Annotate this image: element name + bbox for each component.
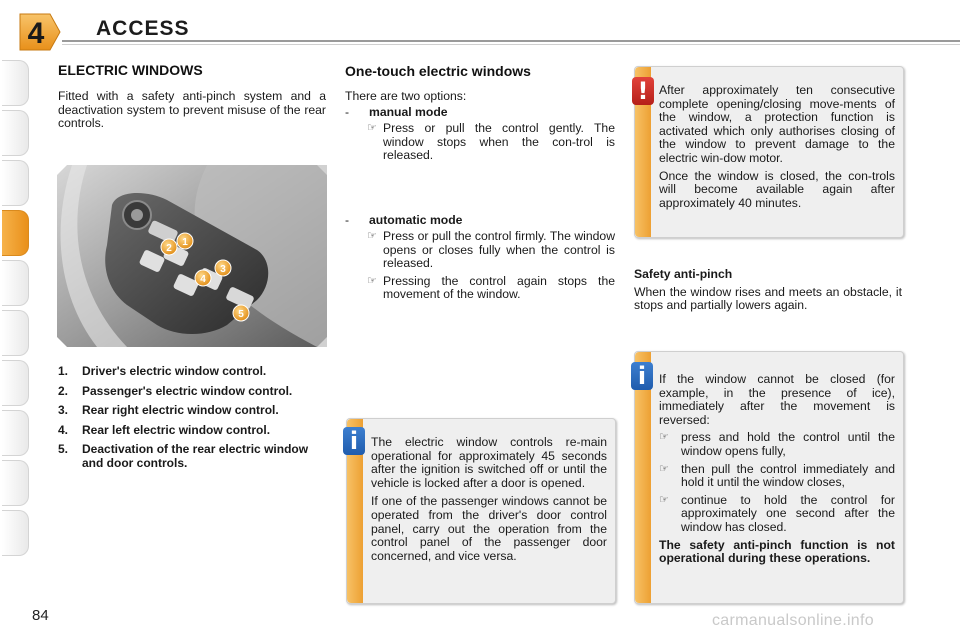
svg-text:1: 1 <box>182 237 188 248</box>
legend-item: 2. Passenger's electric window control. <box>58 383 293 398</box>
bullet-item: ☞ continue to hold the control for approximately one second after the window has closed. <box>659 492 895 534</box>
section-heading: ELECTRIC WINDOWS <box>58 62 203 78</box>
watermark: carmanualsonline.info <box>712 612 874 629</box>
chapter-title: ACCESS <box>96 17 190 40</box>
figure-callout <box>215 260 231 276</box>
pointing-hand-icon: ☞ <box>659 493 669 506</box>
warning-icon: ! <box>632 77 654 105</box>
info-note-box <box>634 351 904 604</box>
bullet-item: ☞ Pressing the control again stops the movement of the window. <box>367 273 615 302</box>
bullet-item: ☞ press and hold the control until the window opens fully, <box>659 430 895 458</box>
chapter-tab-rail <box>0 60 30 575</box>
chapter-tab-active[interactable] <box>2 210 29 256</box>
svg-text:2: 2 <box>166 243 172 254</box>
info-paragraph: The electric window controls re-main operational for approximately 45 seconds after the ignition is switched off or until the vehicle is locked after a door is opened. <box>371 435 607 490</box>
option-automatic: - automatic mode ☞ Press or pull the control firmly. The window opens or closes fully when the control is released. ☞ Pressing the control again stops the movement of the window. <box>345 213 615 302</box>
chapter-tab[interactable] <box>2 160 29 206</box>
anti-pinch-text: When the window rises and meets an obstacle, it stops and partially lowers again. <box>634 284 902 313</box>
info-intro: If the window cannot be closed (for example, in the presence of ice), immediately after the movement is reversed: <box>659 372 895 427</box>
warning-paragraph: After approximately ten consecutive complete opening/closing move-ments of the window, a protection function is activated which only authorises closing of the window to prevent damage to the electric win-dow motor. <box>659 83 895 165</box>
header-rule <box>62 40 960 42</box>
chapter-tab[interactable] <box>2 460 29 506</box>
section-heading: One-touch electric windows <box>345 63 531 79</box>
anti-pinch-heading: Safety anti-pinch <box>634 267 733 281</box>
intro-text: Fitted with a safety anti-pinch system and a deactivation system to prevent misuse of the rear controls. <box>58 89 326 131</box>
anti-pinch-section <box>634 268 902 313</box>
figure-callout <box>195 270 211 286</box>
page-number: 84 <box>32 607 49 624</box>
legend-item: 4. Rear left electric window control. <box>58 422 271 437</box>
chapter-tab[interactable] <box>2 410 29 456</box>
warning-note-box <box>634 66 904 238</box>
figure-callout <box>161 239 177 255</box>
legend-item: 5. Deactivation of the rear electric window and door controls. <box>58 442 309 470</box>
pointing-hand-icon: ☞ <box>367 274 377 287</box>
warning-paragraph: Once the window is closed, the con-trols will become available again after approximately 40 minutes. <box>659 168 895 210</box>
chapter-tab[interactable] <box>2 60 29 106</box>
info-bold-note: The safety anti-pinch function is not operational during these operations. <box>659 537 895 566</box>
pointing-hand-icon: ☞ <box>659 462 669 475</box>
svg-text:3: 3 <box>220 264 226 275</box>
chapter-tab[interactable] <box>2 510 29 556</box>
door-control-panel-figure <box>57 165 327 347</box>
svg-text:4: 4 <box>200 274 206 285</box>
bullet-item: ☞ then pull the control immediately and hold it until the window closes, <box>659 461 895 490</box>
figure-legend <box>58 365 330 476</box>
header-rule-thin <box>62 44 960 45</box>
pointing-hand-icon: ☞ <box>367 230 377 242</box>
chapter-number: 4 <box>27 17 45 50</box>
svg-text:5: 5 <box>238 309 244 320</box>
info-paragraph: If one of the passenger windows cannot be operated from the driver's door control panel, carry out the operation from the control panel of the passenger door concerned, and vice versa. <box>371 494 607 563</box>
option-title: automatic mode <box>369 213 463 227</box>
option-manual: - manual mode ☞ Press or pull the control gently. The window stops when the con-trol is released. <box>345 105 615 163</box>
legend-item: 3. Rear right electric window control. <box>58 403 279 417</box>
figure-callout <box>177 233 193 249</box>
chapter-tab[interactable] <box>2 260 29 306</box>
bullet-item: ☞ Press or pull the control gently. The window stops when the con-trol is released. <box>367 121 615 163</box>
pointing-hand-icon: ☞ <box>659 431 669 444</box>
info-icon: i <box>631 362 653 390</box>
bullet-item: ☞ Press or pull the control firmly. The window opens or closes fully when the control is released. <box>367 229 615 271</box>
info-note-box <box>346 418 616 604</box>
legend-item: 1. Driver's electric window control. <box>58 364 267 378</box>
option-title: manual mode <box>369 105 448 119</box>
chapter-badge <box>16 10 62 52</box>
figure-callout <box>233 305 249 321</box>
pointing-hand-icon: ☞ <box>367 122 377 134</box>
options-intro: There are two options: <box>345 89 467 103</box>
chapter-tab[interactable] <box>2 110 29 156</box>
chapter-tab[interactable] <box>2 310 29 356</box>
info-icon: i <box>343 427 365 455</box>
chapter-tab[interactable] <box>2 360 29 406</box>
